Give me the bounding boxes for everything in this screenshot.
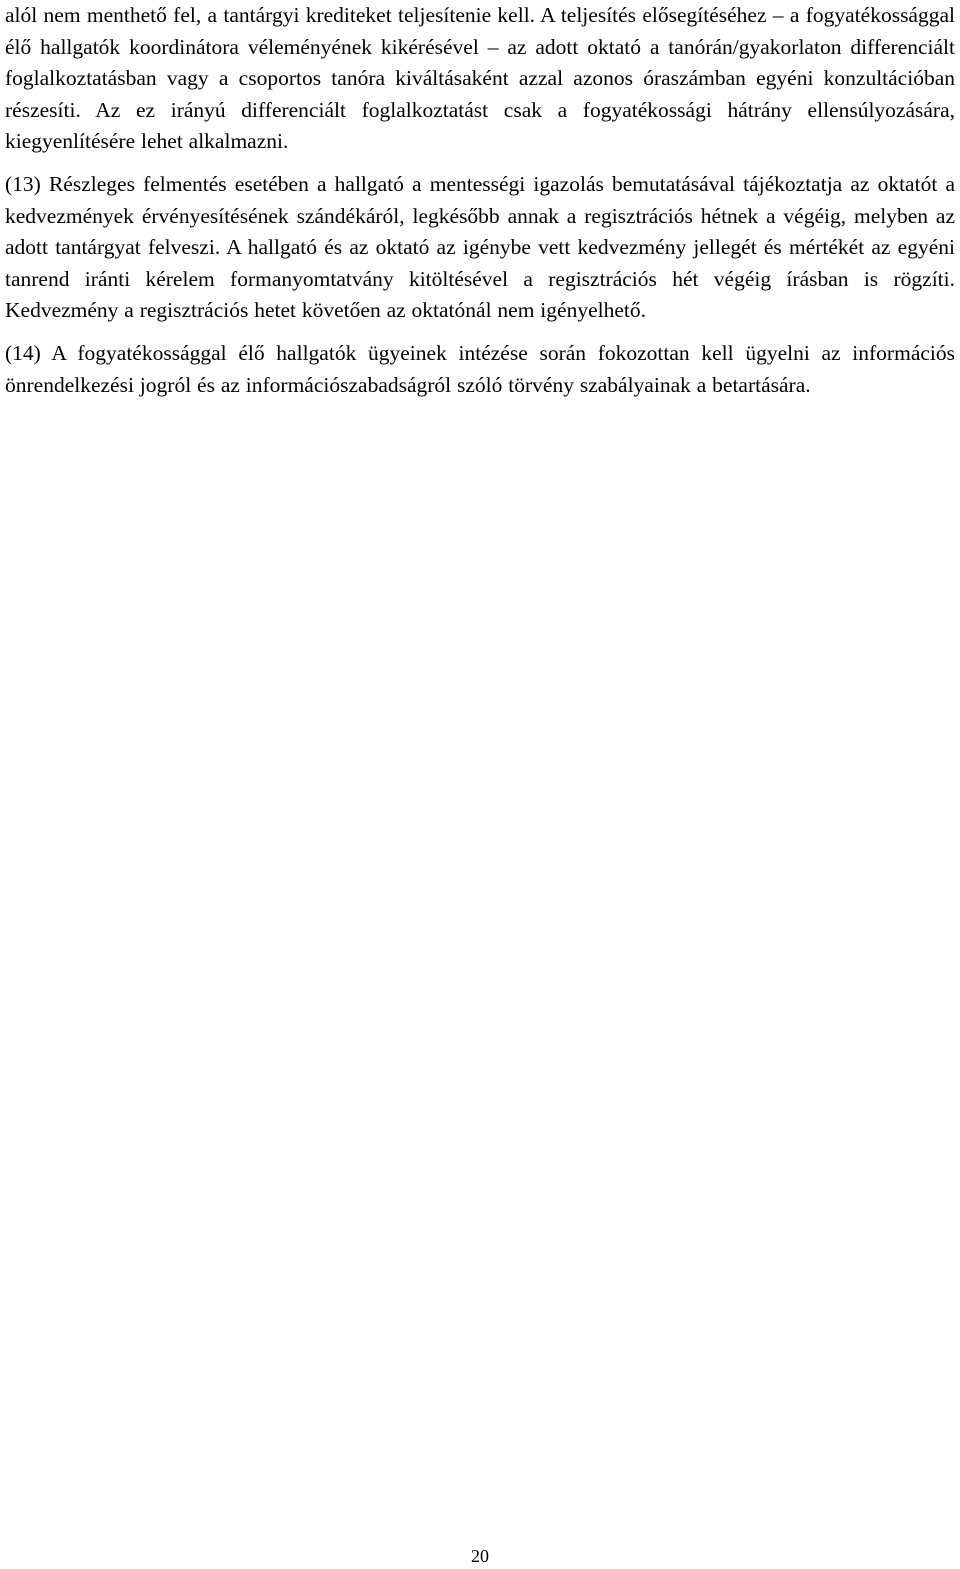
paragraph-14: (14) A fogyatékossággal élő hallgatók ügyeinek intézése során fokozottan kell ügyelni az információs önrendelkezési jogról és az információszabadságról szóló törvény szabályainak a betartására. [5, 340, 955, 397]
paragraph-13: (13) Részleges felmentés esetében a hallgató a mentességi igazolás bemutatásával tájékoztatja az oktatót a kedvezmények érvényesítésének szándékáról, legkésőbb annak a regisztrációs hétnek a végéig, melyben az adott tantárgyat felveszi. A hallgató és az oktató az igénybe vett kedvezmény jellegét és mértékét az egyéni tanrend iránti kérelem formanyomtatvány kitöltésével a regisztrációs hét végéig írásban is rögzíti. Kedvezmény a regisztrációs hetet követően az oktatónál nem igényelhető. [5, 171, 955, 323]
paragraph-continuation: alól nem menthető fel, a tantárgyi krediteket teljesítenie kell. A teljesítés elősegítéséhez – a fogyatékossággal élő hallgatók koordinátora véleményének kikérésével – az adott oktató a tanórán/gyakorlaton differenciált foglalkoztatásban vagy a csoportos tanóra kiváltásaként azzal azonos óraszámban egyéni konzultációban részesíti. Az ez irányú differenciált foglalkoztatást csak a fogyatékossági hátrány ellensúlyozására, kiegyenlítésére lehet alkalmazni. [5, 3, 955, 154]
document-body [5, 0, 955, 401]
page-number: 20 [471, 1546, 489, 1566]
